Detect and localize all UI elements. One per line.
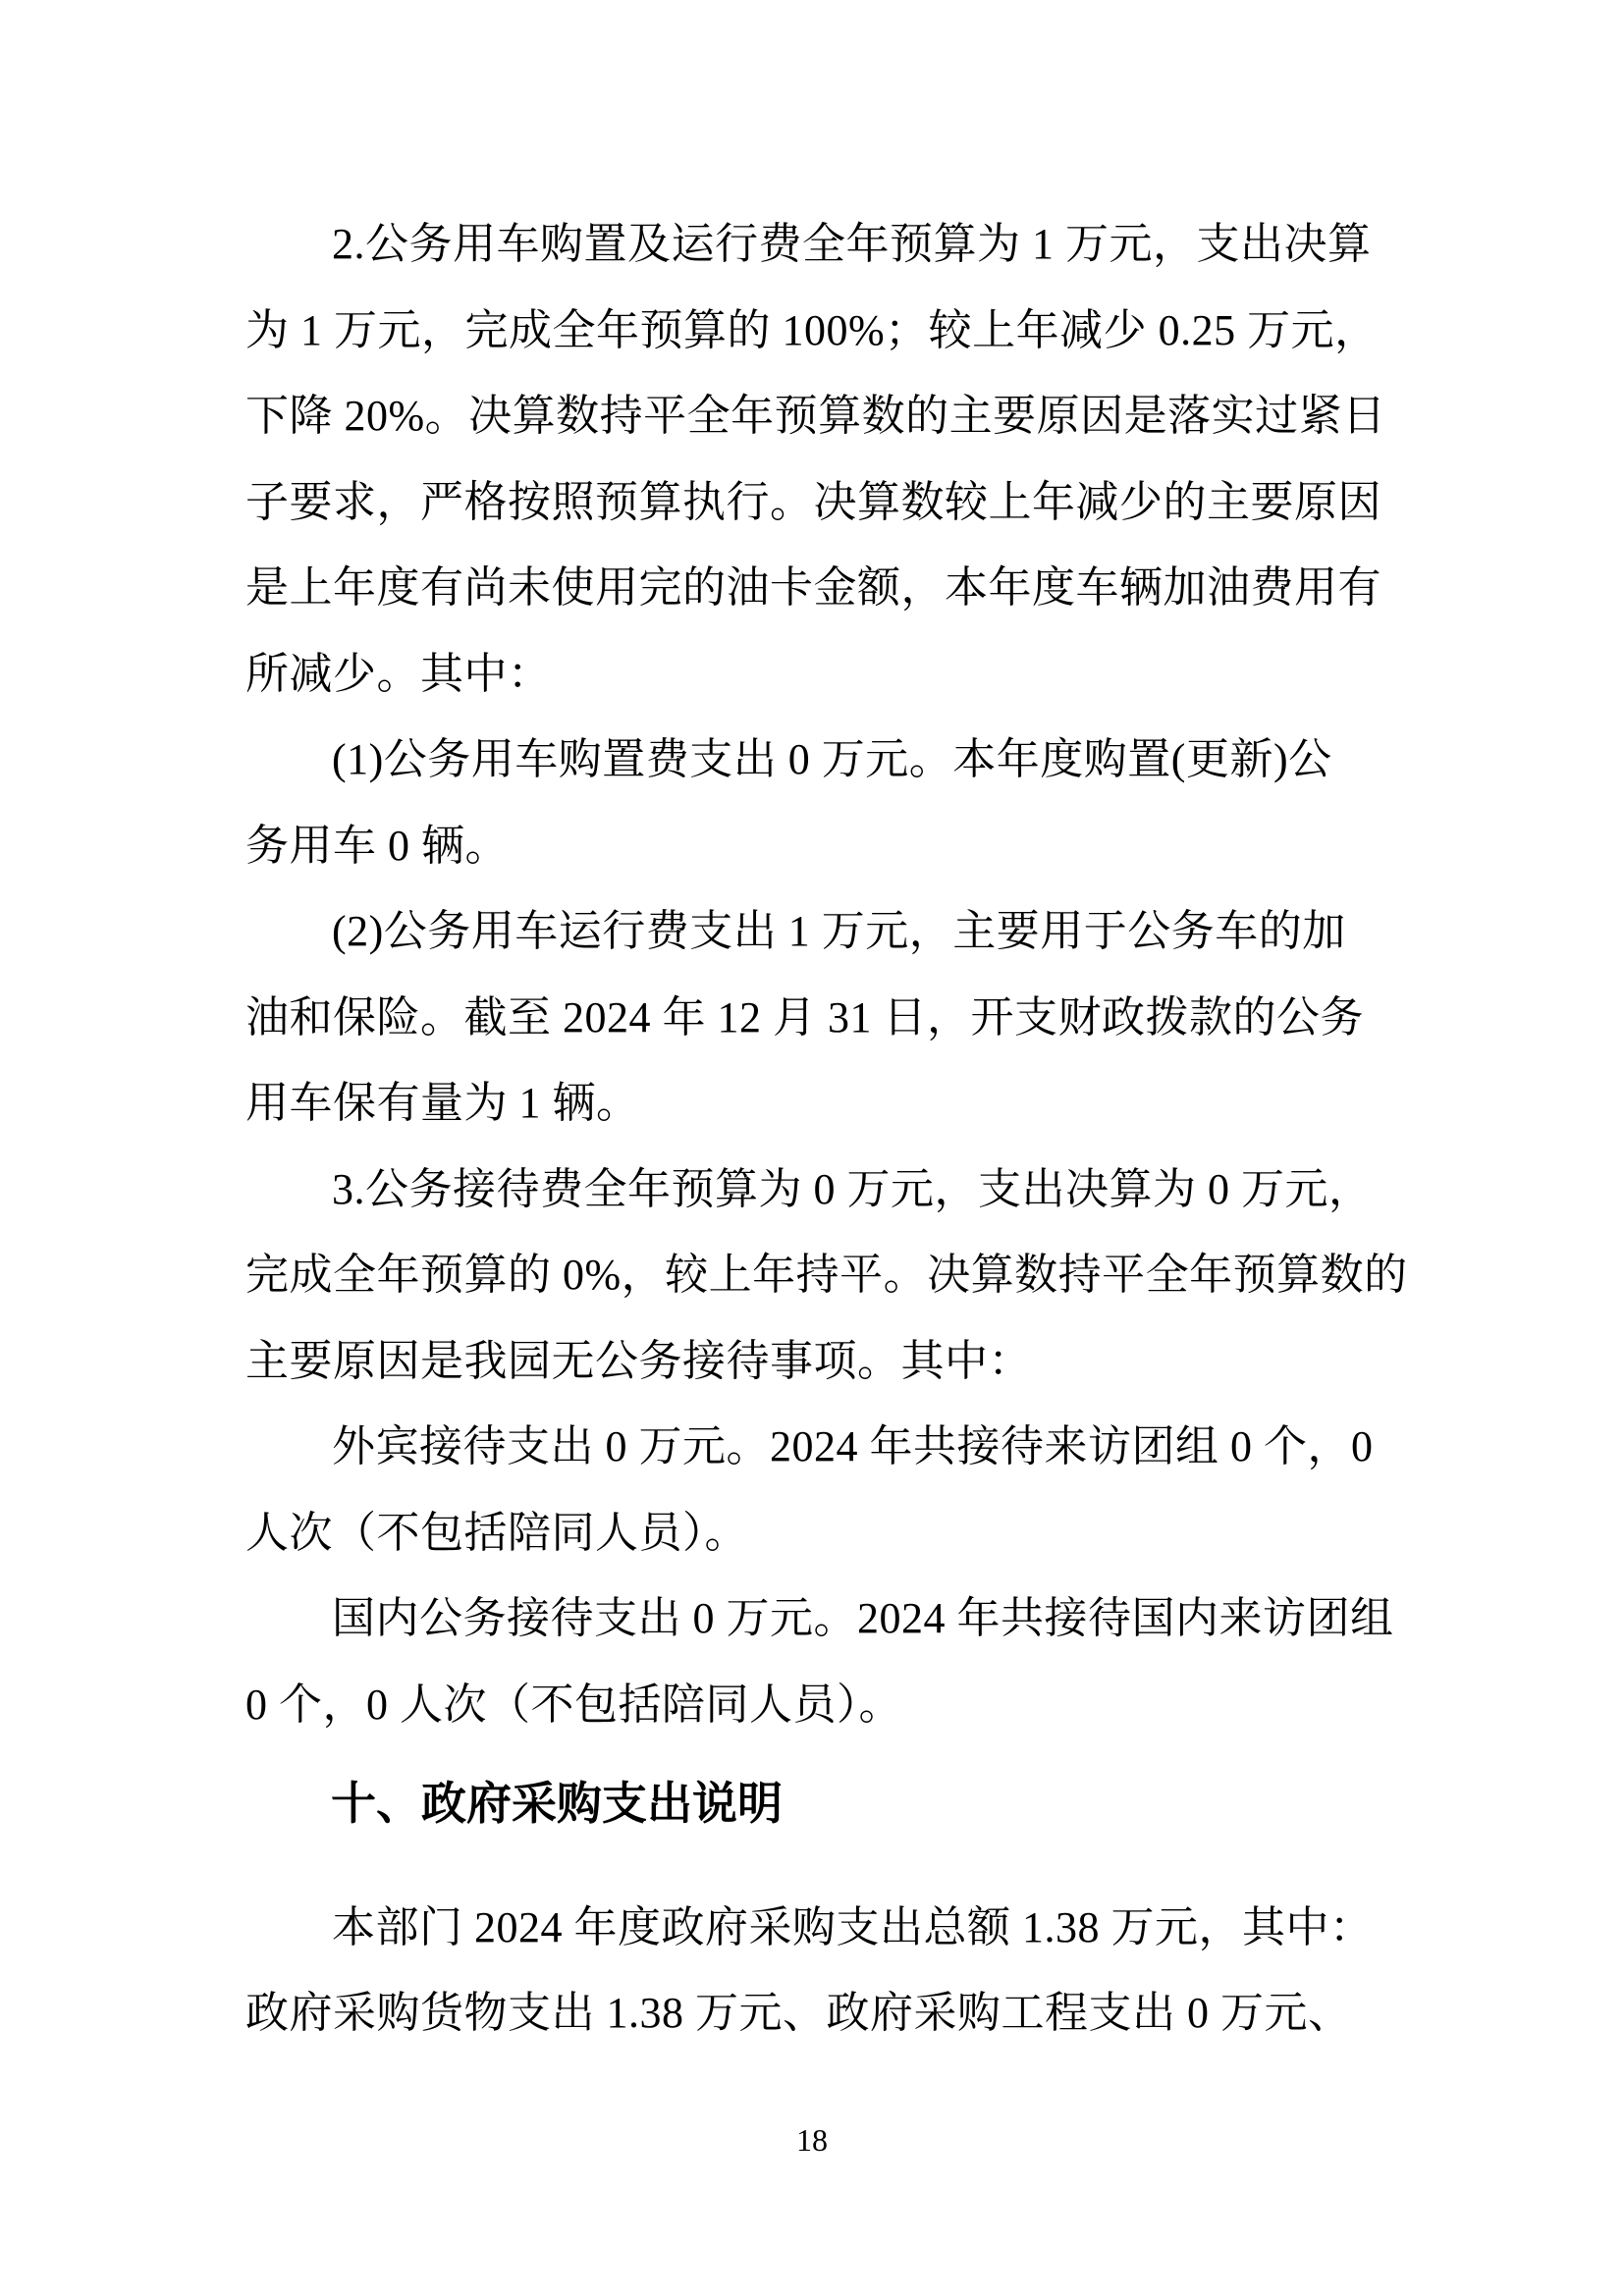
text-line: 油和保险。截至 2024 年 12 月 31 日，开支财政拨款的公务	[245, 992, 1364, 1041]
text-line: 为 1 万元，完成全年预算的 100%；较上年减少 0.25 万元，	[245, 305, 1379, 354]
text-line: 所减少。其中：	[245, 649, 552, 698]
text-line: 2.公务用车购置及运行费全年预算为 1 万元，支出决算	[332, 220, 1372, 268]
text-line: 主要原因是我园无公务接待事项。其中：	[245, 1336, 1032, 1385]
text-line: (2)公务用车运行费支出 1 万元，主要用于公务车的加	[332, 907, 1346, 955]
text-line: 国内公务接待支出 0 万元。2024 年共接待国内来访团组	[332, 1594, 1394, 1642]
text-line: 是上年度有尚未使用完的油卡金额，本年度车辆加油费用有	[245, 563, 1381, 612]
text-line: (1)公务用车购置费支出 0 万元。本年度购置(更新)公	[332, 735, 1332, 783]
text-line: 人次（不包括陪同人员）。	[245, 1508, 748, 1557]
text-line: 完成全年预算的 0%，较上年持平。决算数持平全年预算数的	[245, 1251, 1408, 1299]
section-heading: 十、政府采购支出说明	[331, 1778, 783, 1829]
text-line: 用车保有量为 1 辆。	[245, 1079, 640, 1127]
text-line: 子要求，严格按照预算执行。决算数较上年减少的主要原因	[245, 477, 1381, 526]
text-line: 政府采购货物支出 1.38 万元、政府采购工程支出 0 万元、	[245, 1989, 1352, 2037]
text-line: 0 个，0 人次（不包括陪同人员）。	[245, 1680, 902, 1729]
text-line: 下降 20%。决算数持平全年预算数的主要原因是落实过紧日	[245, 392, 1386, 440]
text-line: 务用车 0 辆。	[245, 821, 509, 870]
page-number: 18	[796, 2122, 828, 2158]
text-line: 外宾接待支出 0 万元。2024 年共接待来访团组 0 个，0	[332, 1422, 1374, 1470]
document-body	[245, 201, 1463, 2056]
text-line: 本部门 2024 年度政府采购支出总额 1.38 万元，其中：	[332, 1902, 1374, 1951]
text-line: 3.公务接待费全年预算为 0 万元，支出决算为 0 万元，	[332, 1164, 1373, 1213]
